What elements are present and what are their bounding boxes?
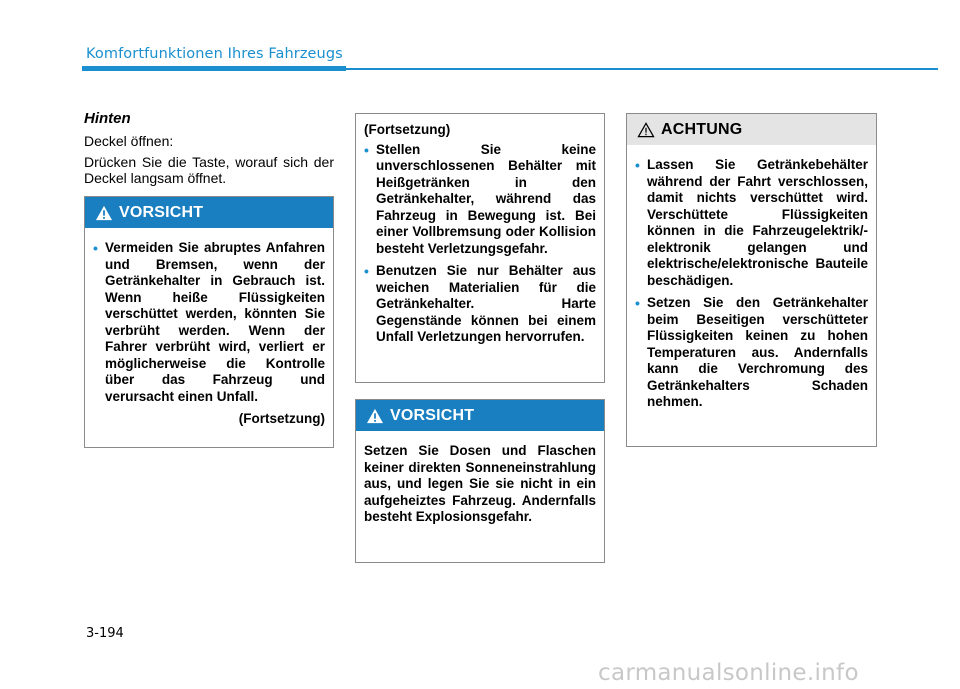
caution-box-2-text: Setzen Sie Dosen und Flaschen keiner direkten Sonneneinstrahlung aus, und legen Sie sie nicht in ein aufgeheiztes Fahrzeug. Andernfalls besteht Explosionsgefahr. xyxy=(364,443,596,524)
paragraph-open-lid: Deckel öffnen: xyxy=(84,133,174,149)
subsection-heading: Hinten xyxy=(84,110,131,127)
notice-box xyxy=(626,113,877,447)
caution-box-1-item: • Vermeiden Sie abruptes Anfahren und Bremsen, wenn der Getränkehalter in Gebrauch ist. Wenn heiße Flüssigkeiten verschüttet werden, könnten Sie verbrüht werden. Wenn der Fahrer verbrüht wird, verliert er möglicherweise die Kontrolle über das Fahrzeug und verursacht einen Unfall. xyxy=(93,240,325,405)
paragraph-press-button: Drücken Sie die Taste, worauf sich der Deckel langsam öffnet. xyxy=(84,154,334,186)
continued-item-2: • Benutzen Sie nur Behälter aus weichen Materialien für die Getränkehalter. Harte Gegenstände können bei einem Unfall Verletzungen hervorrufen. xyxy=(364,263,596,346)
warning-triangle-icon xyxy=(95,205,113,221)
warning-triangle-icon xyxy=(637,122,655,138)
caution-box-1-header xyxy=(85,197,333,228)
page-number: 3-194 xyxy=(86,626,124,641)
continued-caution-body xyxy=(356,114,604,360)
header-rule-thin xyxy=(346,68,938,70)
caution-box-1-title: VORSICHT xyxy=(119,203,204,221)
continued-lead: (Fortsetzung) xyxy=(364,122,451,137)
caution-box-1-body xyxy=(85,228,333,436)
caution-box-2-header xyxy=(356,400,604,431)
header-rule-thick xyxy=(82,66,346,71)
section-title: Komfortfunktionen Ihres Fahrzeugs xyxy=(86,46,343,62)
notice-box-header xyxy=(627,114,876,145)
notice-box-body xyxy=(627,145,876,425)
continued-caution-box xyxy=(355,113,605,383)
notice-item-2: • Setzen Sie den Getränkehalter beim Beseitigen verschütteter Flüssigkeiten keinen zu hohen Temperaturen aus. Andernfalls kann die Verchromung des Getränkehalters Schaden nehmen. xyxy=(635,295,868,411)
watermark: carmanualsonline.info xyxy=(598,660,859,686)
caution-box-2 xyxy=(355,399,605,563)
column-left xyxy=(84,110,334,191)
notice-item-1: • Lassen Sie Getränkebehälter während der Fahrt verschlossen, damit nichts verschüttet wird. Verschüttete Flüssigkeiten können in die Fahrzeugelektrik/-elektronik gelangen und elektrische/elektronische Bauteile beschädigen. xyxy=(635,157,868,289)
caution-box-2-title: VORSICHT xyxy=(390,406,475,424)
notice-box-title: ACHTUNG xyxy=(661,120,743,138)
continued-label: (Fortsetzung) xyxy=(238,411,325,426)
warning-triangle-icon xyxy=(366,408,384,424)
caution-box-2-body xyxy=(356,431,604,534)
caution-box-1 xyxy=(84,196,334,448)
continued-item-1: • Stellen Sie keine unverschlossenen Behälter mit Heißgetränken in den Getränkehalter, während das Fahrzeug in Bewegung ist. Bei einer Vollbremsung oder Kollision besteht Verletzungsgefahr. xyxy=(364,142,596,258)
